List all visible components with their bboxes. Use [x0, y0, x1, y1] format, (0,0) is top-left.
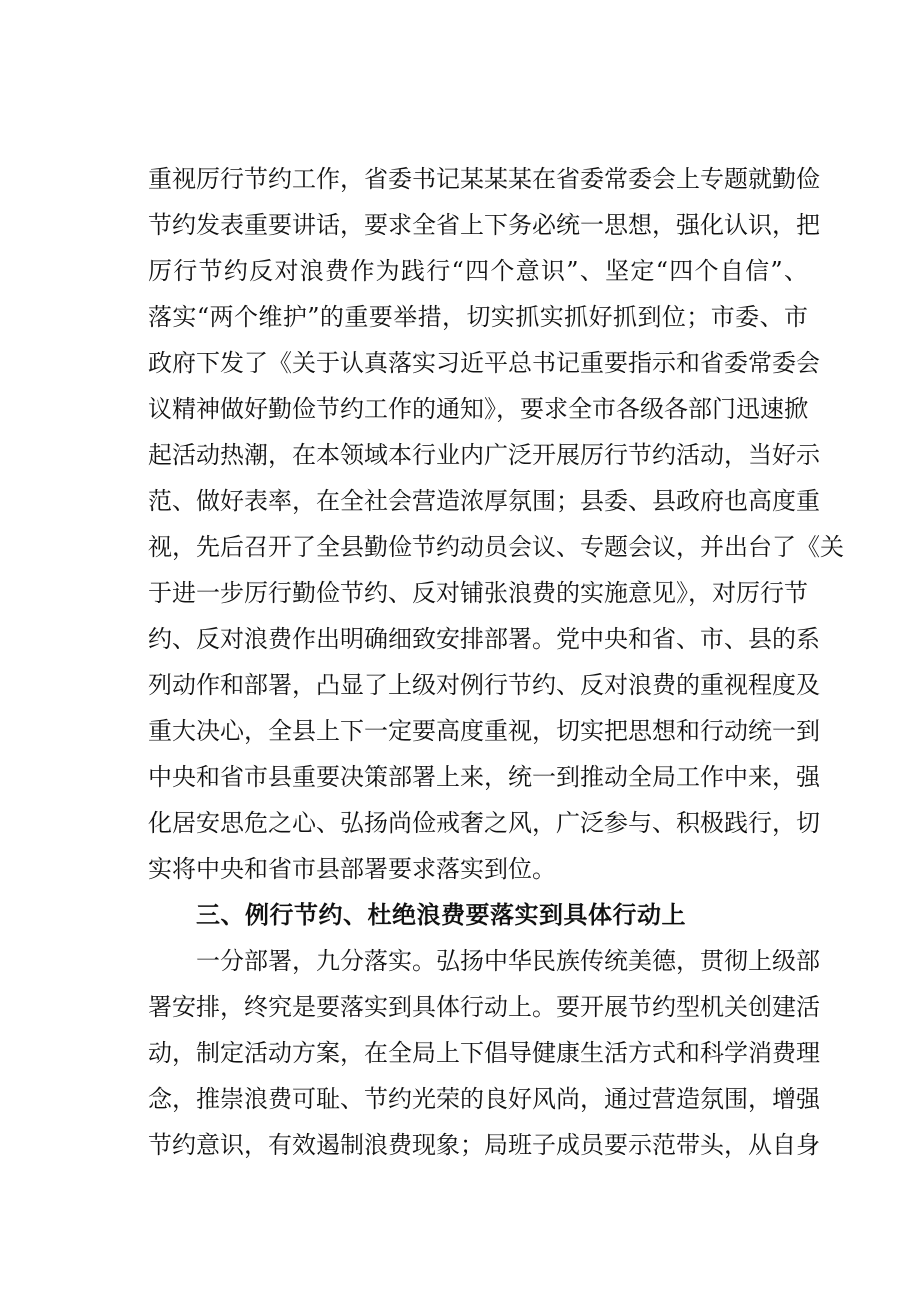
text-line: 议精神做好勤俭节约工作的通知》，要求全市各级各部门迅速掀: [148, 395, 808, 423]
text-line: 于进一步厉行勤俭节约、反对铺张浪费的实施意见》，对厉行节: [148, 579, 808, 607]
text-line: 实将中央和省市县部署要求落实到位。: [148, 855, 556, 883]
text-line: 视，先后召开了全县勤俭节约动员会议、专题会议，并出台了《关: [148, 533, 844, 561]
text-line: 落实“两个维护”的重要举措，切实抓实抓好抓到位；市委、市: [148, 303, 808, 331]
text-line: 中央和省市县重要决策部署上来，统一到推动全局工作中来，强: [148, 763, 820, 791]
text-line: 动，制定活动方案，在全局上下倡导健康生活方式和科学消费理: [148, 1039, 820, 1067]
text-line: 化居安思危之心、弘扬尚俭戒奢之风，广泛参与、积极践行，切: [148, 809, 820, 837]
text-line: 范、做好表率，在全社会营造浓厚氛围；县委、县政府也高度重: [148, 487, 820, 515]
section-heading: 三、例行节约、杜绝浪费要落实到具体行动上: [196, 901, 686, 929]
text-line: 节约发表重要讲话，要求全省上下务必统一思想，强化认识，把: [148, 211, 820, 239]
text-line: 一分部署，九分落实。弘扬中华民族传统美德，贯彻上级部: [196, 947, 820, 975]
text-line: 约、反对浪费作出明确细致安排部署。党中央和省、市、县的系: [148, 625, 820, 653]
text-line: 政府下发了《关于认真落实习近平总书记重要指示和省委常委会: [148, 349, 820, 377]
paragraph-continued: [148, 156, 844, 1168]
text-line: 重大决心，全县上下一定要高度重视，切实把思想和行动统一到: [148, 717, 820, 745]
text-line: 厉行节约反对浪费作为践行“四个意识”、坚定“四个自信”、: [148, 257, 808, 285]
text-line: 署安排，终究是要落实到具体行动上。要开展节约型机关创建活: [148, 993, 820, 1021]
text-line: 起活动热潮，在本领域本行业内广泛开展厉行节约活动，当好示: [148, 441, 820, 469]
text-line: 列动作和部署，凸显了上级对例行节约、反对浪费的重视程度及: [148, 671, 820, 699]
text-line: 念，推崇浪费可耻、节约光荣的良好风尚，通过营造氛围，增强: [148, 1085, 820, 1113]
text-line: 重视厉行节约工作，省委书记某某某在省委常委会上专题就勤俭: [148, 165, 820, 193]
text-line: 节约意识，有效遏制浪费现象；局班子成员要示范带头，从自身: [148, 1131, 820, 1159]
